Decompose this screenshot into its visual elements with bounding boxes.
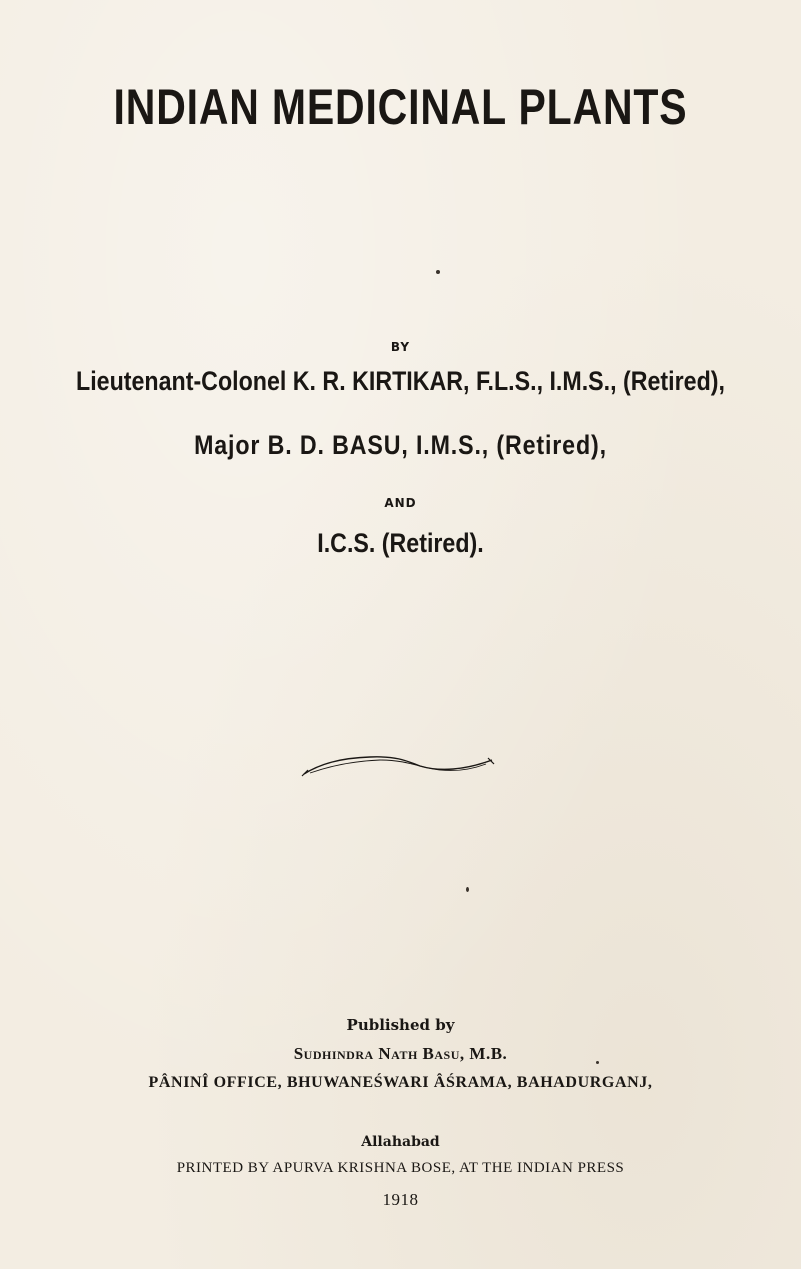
published-by-label: Published by [346, 1016, 455, 1034]
ink-speck [436, 270, 440, 274]
publisher-name: Sudhindra Nath Basu, M.B. [293, 1044, 508, 1063]
author-third: I.C.S. (Retired). [317, 528, 484, 558]
ornamental-rule-icon [300, 754, 496, 778]
publisher-office: PÂNINÎ OFFICE, BHUWANEŚWARI ÂŚRAMA, BAHADURGANJ, [148, 1074, 653, 1091]
publication-city: Allahabad [361, 1134, 440, 1150]
author-kirtikar: Lieutenant-Colonel K. R. KIRTIKAR, F.L.S., I.M.S., (Retired), [76, 366, 725, 396]
by-label: BY [390, 340, 411, 354]
printer-line: PRINTED BY APURVA KRISHNA BOSE, AT THE INDIAN PRESS [176, 1160, 625, 1176]
ink-speck [466, 887, 469, 892]
and-label: AND [384, 496, 417, 510]
book-title: INDIAN MEDICINAL PLANTS [113, 79, 688, 135]
author-basu: Major B. D. BASU, I.M.S., (Retired), [194, 430, 607, 460]
publication-year: 1918 [382, 1190, 419, 1209]
ink-speck [596, 1061, 599, 1064]
